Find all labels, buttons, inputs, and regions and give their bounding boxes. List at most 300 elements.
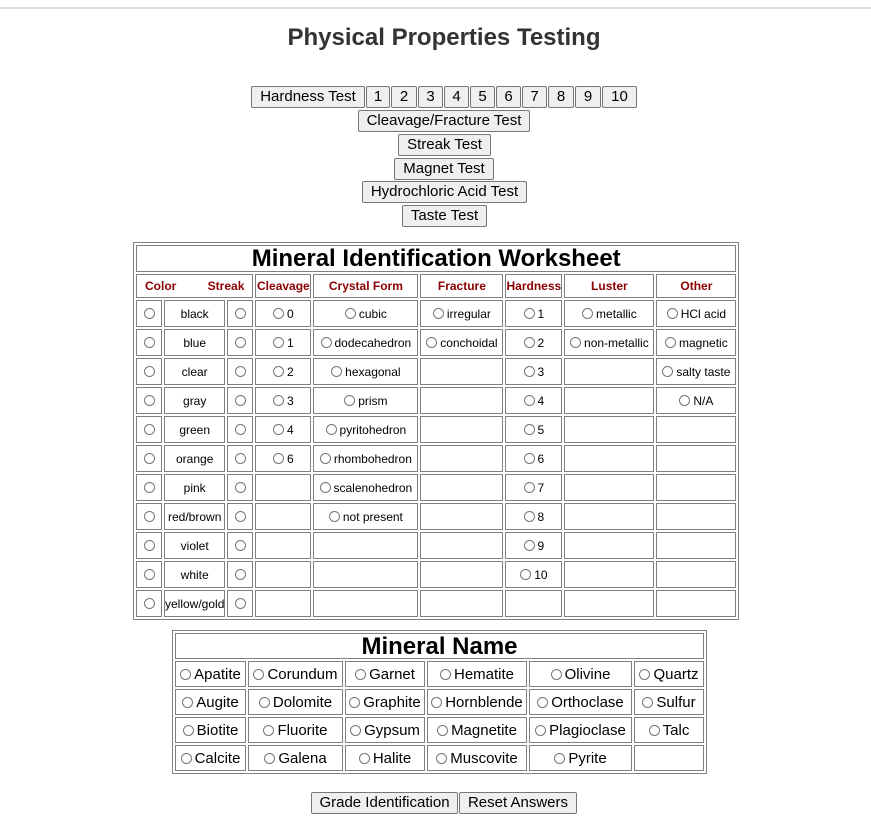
luster-cell xyxy=(564,387,654,414)
hardness-8-button[interactable]: 8 xyxy=(548,86,574,108)
mineral-label: Corundum xyxy=(267,665,338,683)
mineral-radio[interactable] xyxy=(554,753,565,764)
mineral-label: Halite xyxy=(372,749,412,767)
mineral-cell xyxy=(248,689,343,715)
color-label: red/brown xyxy=(164,503,225,530)
crystal-form-cell xyxy=(313,387,418,414)
worksheet-row xyxy=(136,532,736,559)
other-cell xyxy=(656,300,736,327)
other-option-label: HCl acid xyxy=(680,306,727,321)
other-radio[interactable] xyxy=(679,395,690,406)
mineral-cell xyxy=(427,689,527,715)
hardness-radio[interactable] xyxy=(524,453,535,464)
worksheet-row xyxy=(136,590,736,617)
crystal-form-radio[interactable] xyxy=(331,366,342,377)
hardness-cell xyxy=(505,416,562,443)
color-radio-cell xyxy=(136,300,162,327)
crystal-form-cell xyxy=(313,329,418,356)
mineral-label: Magnetite xyxy=(451,721,517,739)
crystal-form-option-label: rhombohedron xyxy=(333,451,412,466)
hardness-cell xyxy=(505,561,562,588)
streak-radio[interactable] xyxy=(235,424,246,435)
mineral-radio[interactable] xyxy=(181,753,192,764)
mineral-radio[interactable] xyxy=(350,725,361,736)
cleavage-option-label: 0 xyxy=(287,306,294,321)
worksheet-row xyxy=(136,358,736,385)
crystal-form-radio[interactable] xyxy=(321,337,332,348)
mineral-radio[interactable] xyxy=(535,725,546,736)
streak-radio-cell xyxy=(227,561,253,588)
color-radio-cell xyxy=(136,445,162,472)
mineral-cell xyxy=(175,661,246,687)
mineral-label: Talc xyxy=(662,721,690,739)
streak-radio[interactable] xyxy=(235,308,246,319)
mineral-radio[interactable] xyxy=(264,753,275,764)
crystal-form-cell xyxy=(313,445,418,472)
color-radio[interactable] xyxy=(144,337,155,348)
cleavage-cell xyxy=(255,300,311,327)
hardness-radio[interactable] xyxy=(524,540,535,551)
luster-radio[interactable] xyxy=(570,337,581,348)
worksheet-row xyxy=(136,474,736,501)
streak-radio[interactable] xyxy=(235,569,246,580)
crystal-form-option-label: scalenohedron xyxy=(333,480,413,495)
mineral-cell xyxy=(345,689,425,715)
magnet-test-button[interactable]: Magnet Test xyxy=(394,158,494,180)
crystal-form-cell xyxy=(313,474,418,501)
crystal-form-radio[interactable] xyxy=(320,453,331,464)
mineral-cell xyxy=(175,745,246,771)
mineral-label: Gypsum xyxy=(364,721,420,739)
hardness-test-button[interactable]: Hardness Test xyxy=(251,86,365,108)
other-cell xyxy=(656,329,736,356)
streak-radio[interactable] xyxy=(235,598,246,609)
hardness-option-label: 5 xyxy=(537,422,545,437)
mineral-row xyxy=(175,689,704,715)
cleavage-fracture-test-button[interactable]: Cleavage/Fracture Test xyxy=(358,110,530,132)
color-radio[interactable] xyxy=(144,482,155,493)
fracture-cell xyxy=(420,416,503,443)
mineral-cell xyxy=(634,661,704,687)
hardness-option-label: 10 xyxy=(534,567,548,582)
worksheet-row xyxy=(136,387,736,414)
mineral-radio[interactable] xyxy=(437,725,448,736)
color-radio-cell xyxy=(136,532,162,559)
cleavage-radio[interactable] xyxy=(273,424,284,435)
cleavage-radio[interactable] xyxy=(273,395,284,406)
mineral-label: Orthoclase xyxy=(551,693,624,711)
hardness-option-label: 3 xyxy=(537,364,545,379)
luster-cell xyxy=(564,590,654,617)
mineral-name-table xyxy=(172,630,707,774)
hardness-cell xyxy=(505,590,562,617)
mineral-label: Sulfur xyxy=(656,693,696,711)
streak-radio[interactable] xyxy=(235,453,246,464)
fracture-radio[interactable] xyxy=(433,308,444,319)
cleavage-radio[interactable] xyxy=(273,453,284,464)
hardness-7-button[interactable]: 7 xyxy=(522,86,547,108)
mineral-radio[interactable] xyxy=(349,697,360,708)
hardness-6-button[interactable]: 6 xyxy=(496,86,521,108)
mineral-radio[interactable] xyxy=(259,697,270,708)
color-radio-cell xyxy=(136,474,162,501)
grade-identification-button[interactable]: Grade Identification xyxy=(311,792,458,814)
crystal-form-cell xyxy=(313,503,418,530)
luster-cell xyxy=(564,416,654,443)
hardness-radio[interactable] xyxy=(524,337,535,348)
color-radio-cell xyxy=(136,561,162,588)
mineral-label: Calcite xyxy=(194,749,241,767)
color-radio[interactable] xyxy=(144,453,155,464)
mineral-cell xyxy=(175,689,246,715)
luster-cell xyxy=(564,532,654,559)
streak-radio-cell xyxy=(227,358,253,385)
fracture-cell xyxy=(420,474,503,501)
mineral-radio[interactable] xyxy=(253,669,264,680)
color-radio[interactable] xyxy=(144,511,155,522)
crystal-form-option-label: not present xyxy=(342,509,403,524)
color-radio[interactable] xyxy=(144,540,155,551)
mineral-name-title: Mineral Name xyxy=(175,633,704,659)
streak-test-button[interactable]: Streak Test xyxy=(398,134,491,156)
worksheet-row xyxy=(136,503,736,530)
other-cell xyxy=(656,561,736,588)
color-radio[interactable] xyxy=(144,424,155,435)
mineral-cell xyxy=(634,689,704,715)
other-radio[interactable] xyxy=(667,308,678,319)
fracture-option-label: irregular xyxy=(446,306,491,321)
fracture-option-label: conchoidal xyxy=(440,335,498,350)
mineral-radio[interactable] xyxy=(263,725,274,736)
streak-radio-cell xyxy=(227,445,253,472)
worksheet-row xyxy=(136,416,736,443)
color-radio-cell xyxy=(136,387,162,414)
fracture-cell xyxy=(420,387,503,414)
hardness-10-button[interactable]: 10 xyxy=(602,86,637,108)
crystal-form-option-label: dodecahedron xyxy=(334,335,412,350)
luster-radio[interactable] xyxy=(582,308,593,319)
worksheet-row xyxy=(136,445,736,472)
hardness-3-button[interactable]: 3 xyxy=(418,86,443,108)
hardness-radio[interactable] xyxy=(520,569,531,580)
mineral-radio[interactable] xyxy=(355,669,366,680)
other-radio[interactable] xyxy=(662,366,673,377)
color-label: violet xyxy=(164,532,225,559)
mineral-cell xyxy=(634,745,704,771)
mineral-label: Pyrite xyxy=(568,749,607,767)
crystal-form-radio[interactable] xyxy=(329,511,340,522)
hardness-cell xyxy=(505,445,562,472)
cleavage-cell xyxy=(255,474,311,501)
streak-header: Streak xyxy=(207,279,245,293)
hardness-cell xyxy=(505,300,562,327)
crystal-form-option-label: hexagonal xyxy=(345,364,401,379)
color-radio[interactable] xyxy=(144,395,155,406)
color-radio[interactable] xyxy=(144,598,155,609)
color-label: yellow/gold xyxy=(164,590,225,617)
hydrochloric-acid-test-button[interactable]: Hydrochloric Acid Test xyxy=(362,181,527,203)
mineral-label: Graphite xyxy=(363,693,421,711)
mineral-label: Hornblende xyxy=(445,693,523,711)
cleavage-cell xyxy=(255,416,311,443)
taste-test-button[interactable]: Taste Test xyxy=(402,205,487,227)
mineral-cell xyxy=(248,717,343,743)
cleavage-header: Cleavage xyxy=(255,274,311,298)
other-option-label: N/A xyxy=(693,393,714,408)
mineral-cell xyxy=(427,661,527,687)
color-label: black xyxy=(164,300,225,327)
mineral-radio[interactable] xyxy=(537,697,548,708)
hardness-option-label: 2 xyxy=(537,335,545,350)
crystal-form-cell xyxy=(313,532,418,559)
mineral-label: Dolomite xyxy=(272,693,333,711)
color-radio[interactable] xyxy=(144,366,155,377)
cleavage-option-label: 3 xyxy=(287,393,294,408)
streak-radio-cell xyxy=(227,387,253,414)
mineral-cell xyxy=(345,661,425,687)
crystal-form-cell xyxy=(313,300,418,327)
hardness-cell xyxy=(505,474,562,501)
hardness-4-button[interactable]: 4 xyxy=(444,86,469,108)
page-title: Physical Properties Testing xyxy=(287,24,601,51)
other-radio[interactable] xyxy=(665,337,676,348)
mineral-cell xyxy=(529,689,632,715)
fracture-header: Fracture xyxy=(420,274,503,298)
hardness-cell xyxy=(505,503,562,530)
hardness-cell xyxy=(505,387,562,414)
color-label: clear xyxy=(164,358,225,385)
hardness-radio[interactable] xyxy=(524,366,535,377)
streak-radio-cell xyxy=(227,300,253,327)
crystal-form-radio[interactable] xyxy=(345,308,356,319)
mineral-radio[interactable] xyxy=(642,697,653,708)
hardness-cell xyxy=(505,532,562,559)
mineral-label: Biotite xyxy=(196,721,239,739)
luster-option-label: metallic xyxy=(596,306,637,321)
crystal-form-cell xyxy=(313,561,418,588)
fracture-cell xyxy=(420,300,503,327)
hardness-radio[interactable] xyxy=(524,395,535,406)
other-cell xyxy=(656,416,736,443)
color-label: pink xyxy=(164,474,225,501)
streak-radio[interactable] xyxy=(235,482,246,493)
crystal-form-radio[interactable] xyxy=(326,424,337,435)
cleavage-cell xyxy=(255,358,311,385)
mineral-cell xyxy=(427,717,527,743)
mineral-label: Augite xyxy=(196,693,239,711)
hardness-option-label: 1 xyxy=(537,306,545,321)
luster-cell xyxy=(564,503,654,530)
color-header: Color xyxy=(145,279,177,293)
cleavage-option-label: 6 xyxy=(287,451,294,466)
hardness-2-button[interactable]: 2 xyxy=(391,86,417,108)
hardness-cell xyxy=(505,329,562,356)
mineral-label: Hematite xyxy=(453,665,515,683)
mineral-cell xyxy=(248,745,343,771)
luster-option-label: non-metallic xyxy=(584,335,649,350)
other-cell xyxy=(656,445,736,472)
fracture-radio[interactable] xyxy=(426,337,437,348)
color-streak-header xyxy=(136,274,253,298)
mineral-radio[interactable] xyxy=(649,725,660,736)
crystal-form-cell xyxy=(313,590,418,617)
fracture-cell xyxy=(420,445,503,472)
cleavage-cell xyxy=(255,445,311,472)
color-label: white xyxy=(164,561,225,588)
color-radio-cell xyxy=(136,503,162,530)
mineral-cell xyxy=(345,717,425,743)
hardness-radio[interactable] xyxy=(524,308,535,319)
mineral-label: Plagioclase xyxy=(549,721,626,739)
mineral-row xyxy=(175,717,704,743)
hardness-option-label: 8 xyxy=(537,509,545,524)
fracture-cell xyxy=(420,561,503,588)
crystal-form-radio[interactable] xyxy=(320,482,331,493)
other-cell xyxy=(656,387,736,414)
cleavage-radio[interactable] xyxy=(273,366,284,377)
mineral-row xyxy=(175,661,704,687)
color-radio-cell xyxy=(136,590,162,617)
other-cell xyxy=(656,503,736,530)
mineral-cell xyxy=(345,745,425,771)
color-label: green xyxy=(164,416,225,443)
crystal-form-option-label: pyritohedron xyxy=(339,422,407,437)
streak-radio[interactable] xyxy=(235,366,246,377)
mineral-label: Muscovite xyxy=(450,749,518,767)
hardness-radio[interactable] xyxy=(524,511,535,522)
color-radio[interactable] xyxy=(144,569,155,580)
cleavage-option-label: 2 xyxy=(287,364,294,379)
other-cell xyxy=(656,590,736,617)
color-radio-cell xyxy=(136,329,162,356)
cleavage-radio[interactable] xyxy=(273,337,284,348)
top-divider xyxy=(0,7,871,9)
color-label: orange xyxy=(164,445,225,472)
color-label: blue xyxy=(164,329,225,356)
hardness-9-button[interactable]: 9 xyxy=(575,86,601,108)
crystal-form-radio[interactable] xyxy=(344,395,355,406)
color-radio[interactable] xyxy=(144,308,155,319)
streak-radio-cell xyxy=(227,532,253,559)
cleavage-cell xyxy=(255,387,311,414)
mineral-cell xyxy=(634,717,704,743)
color-radio-cell xyxy=(136,416,162,443)
luster-cell xyxy=(564,329,654,356)
mineral-row xyxy=(175,745,704,771)
luster-cell xyxy=(564,561,654,588)
cleavage-option-label: 1 xyxy=(287,335,294,350)
mineral-radio[interactable] xyxy=(183,725,194,736)
worksheet-row xyxy=(136,300,736,327)
worksheet-row xyxy=(136,561,736,588)
hardness-5-button[interactable]: 5 xyxy=(470,86,495,108)
color-label: gray xyxy=(164,387,225,414)
other-option-label: salty taste xyxy=(676,364,731,379)
cleavage-cell xyxy=(255,532,311,559)
cleavage-cell xyxy=(255,503,311,530)
mineral-radio[interactable] xyxy=(551,669,562,680)
luster-cell xyxy=(564,445,654,472)
fracture-cell xyxy=(420,358,503,385)
other-option-label: magnetic xyxy=(679,335,728,350)
mineral-radio[interactable] xyxy=(359,753,370,764)
luster-header: Luster xyxy=(564,274,654,298)
crystal-form-option-label: cubic xyxy=(358,306,387,321)
hardness-radio[interactable] xyxy=(524,482,535,493)
fracture-cell xyxy=(420,329,503,356)
mineral-label: Quartz xyxy=(653,665,699,683)
mineral-label: Olivine xyxy=(564,665,611,683)
streak-radio-cell xyxy=(227,503,253,530)
cleavage-option-label: 4 xyxy=(287,422,294,437)
color-radio-cell xyxy=(136,358,162,385)
other-cell xyxy=(656,474,736,501)
crystal-form-option-label: prism xyxy=(358,393,388,408)
mineral-cell xyxy=(175,717,246,743)
crystal-form-cell xyxy=(313,416,418,443)
hardness-option-label: 7 xyxy=(537,480,545,495)
streak-radio[interactable] xyxy=(235,511,246,522)
hardness-cell xyxy=(505,358,562,385)
crystal-form-cell xyxy=(313,358,418,385)
streak-radio-cell xyxy=(227,329,253,356)
streak-radio-cell xyxy=(227,474,253,501)
fracture-cell xyxy=(420,590,503,617)
mineral-radio[interactable] xyxy=(440,669,451,680)
luster-cell xyxy=(564,358,654,385)
cleavage-cell xyxy=(255,590,311,617)
mineral-cell xyxy=(529,661,632,687)
other-cell xyxy=(656,358,736,385)
mineral-cell xyxy=(248,661,343,687)
mineral-label: Apatite xyxy=(194,665,241,683)
crystal-form-header: Crystal Form xyxy=(313,274,418,298)
other-header: Other xyxy=(656,274,736,298)
fracture-cell xyxy=(420,532,503,559)
worksheet-title: Mineral Identification Worksheet xyxy=(136,245,736,272)
hardness-option-label: 9 xyxy=(537,538,545,553)
mineral-radio[interactable] xyxy=(431,697,442,708)
mineral-cell xyxy=(529,745,632,771)
streak-radio-cell xyxy=(227,416,253,443)
hardness-option-label: 6 xyxy=(537,451,545,466)
streak-radio[interactable] xyxy=(235,540,246,551)
mineral-label: Garnet xyxy=(369,665,415,683)
cleavage-cell xyxy=(255,561,311,588)
mineral-label: Galena xyxy=(278,749,327,767)
streak-radio[interactable] xyxy=(235,395,246,406)
reset-answers-button[interactable]: Reset Answers xyxy=(459,792,577,814)
hardness-1-button[interactable]: 1 xyxy=(366,86,390,108)
mineral-radio[interactable] xyxy=(182,697,193,708)
cleavage-cell xyxy=(255,329,311,356)
fracture-cell xyxy=(420,503,503,530)
cleavage-radio[interactable] xyxy=(273,308,284,319)
hardness-radio[interactable] xyxy=(524,424,535,435)
mineral-radio[interactable] xyxy=(639,669,650,680)
mineral-cell xyxy=(529,717,632,743)
mineral-label: Fluorite xyxy=(277,721,328,739)
streak-radio-cell xyxy=(227,590,253,617)
other-cell xyxy=(656,532,736,559)
luster-cell xyxy=(564,300,654,327)
mineral-cell xyxy=(427,745,527,771)
streak-radio[interactable] xyxy=(235,337,246,348)
mineral-radio[interactable] xyxy=(436,753,447,764)
hardness-option-label: 4 xyxy=(537,393,545,408)
hardness-header: Hardness xyxy=(505,274,562,298)
mineral-radio[interactable] xyxy=(180,669,191,680)
